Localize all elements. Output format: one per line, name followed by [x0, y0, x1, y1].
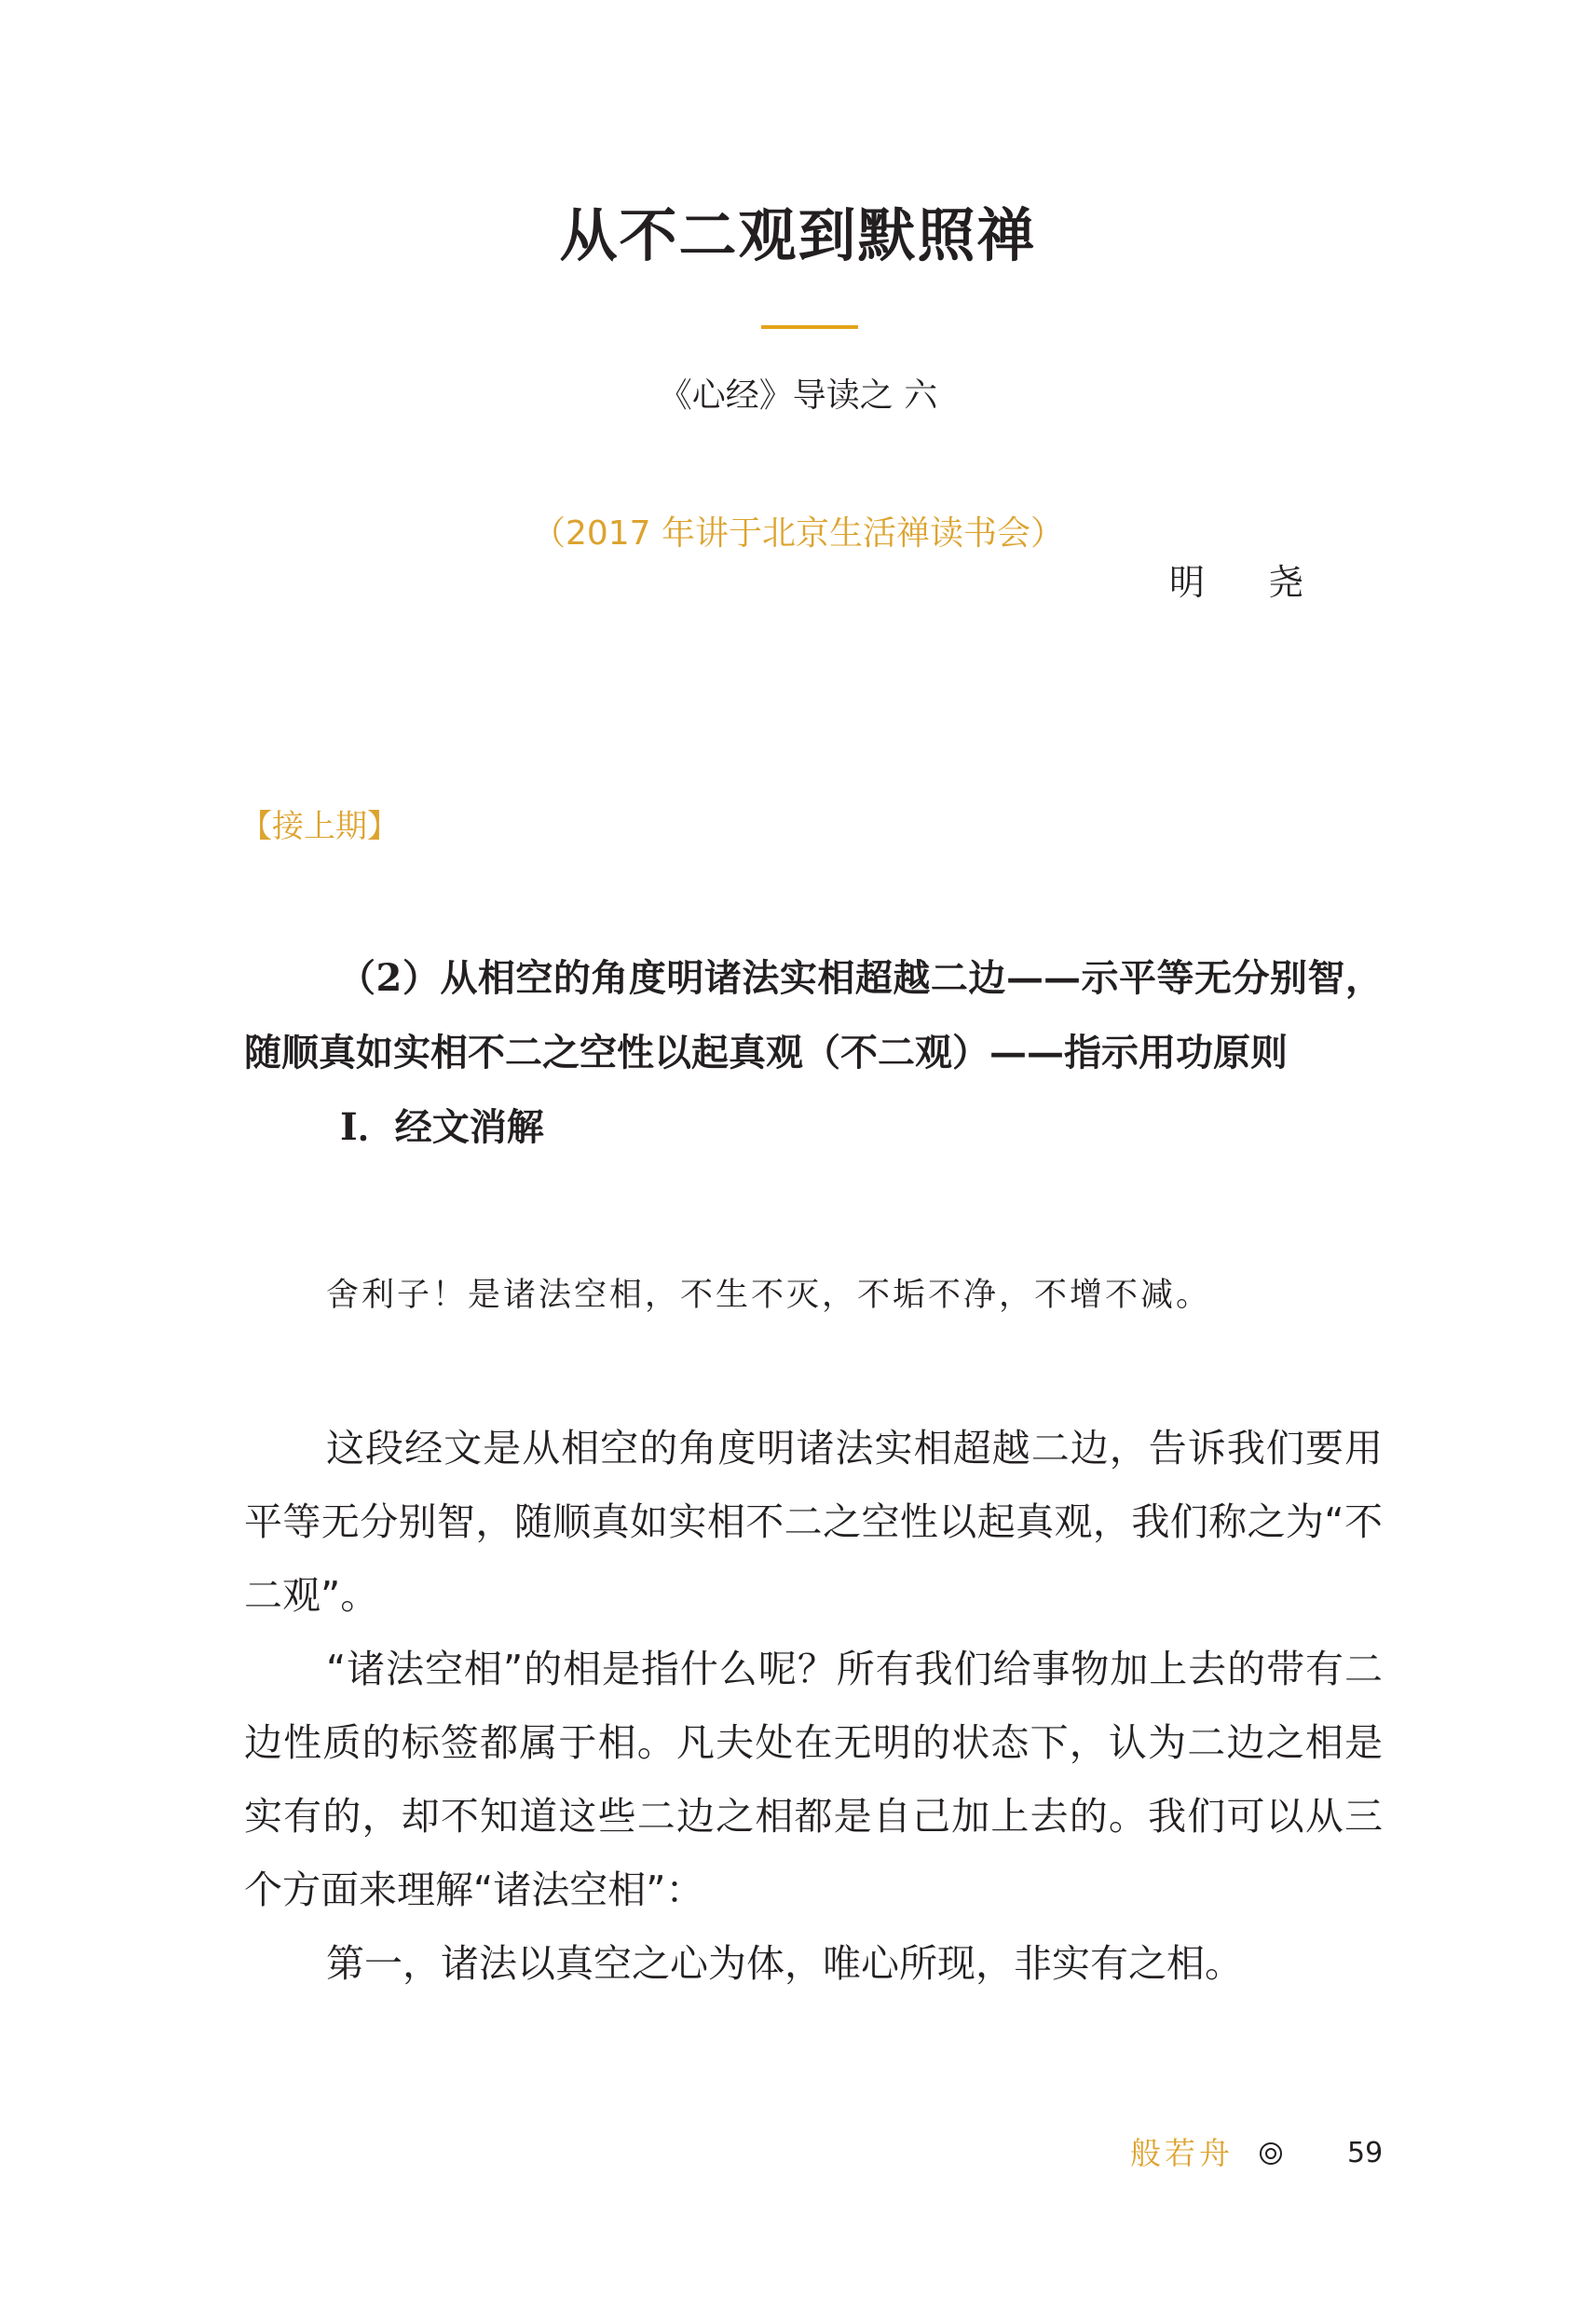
body-text — [244, 1412, 1383, 2001]
magazine-name: 般若舟 — [1130, 2135, 1234, 2171]
paragraph: 这段经文是从相空的角度明诸法实相超越二边，告诉我们要用平等无分别智，随顺真如实相不二之空性以起真观，我们称之为“不二观”。 — [244, 1426, 1383, 1618]
article-title: 从不二观到默照禅 — [559, 201, 1037, 269]
article-subtitle: 《心经》导读之 六 — [658, 376, 938, 415]
continued-label: 【接上期】 — [240, 808, 399, 845]
page-number: 59 — [1347, 2137, 1384, 2169]
section-heading: （2）从相空的角度明诸法实相超越二边——示平等无分别智，随顺真如实相不二之空性以起真观（不二观）——指示用功原则 — [244, 956, 1383, 1074]
author-name: 明 尧 — [1169, 562, 1330, 603]
double-circle-icon — [1259, 2141, 1283, 2166]
title-divider — [761, 325, 858, 329]
article-body — [244, 941, 1383, 2001]
sutra-quote: 舍利子！是诸法空相，不生不灭，不垢不净，不增不减。 — [326, 1277, 1212, 1314]
paragraph: 第一，诸法以真空之心为体，唯心所现，非实有之相。 — [326, 1941, 1243, 1986]
paragraph: “诸法空相”的相是指什么呢？所有我们给事物加上去的带有二边性质的标签都属于相。凡夫处在无明的状态下，认为二边之相是实有的，却不知道这些二边之相都是自己加上去的。我们可以从三个方面来理解“诸法空相”： — [244, 1647, 1383, 1912]
lecture-note: （2017 年讲于北京生活禅读书会） — [531, 514, 1065, 553]
section-subheading: I．经文消解 — [340, 1105, 544, 1149]
